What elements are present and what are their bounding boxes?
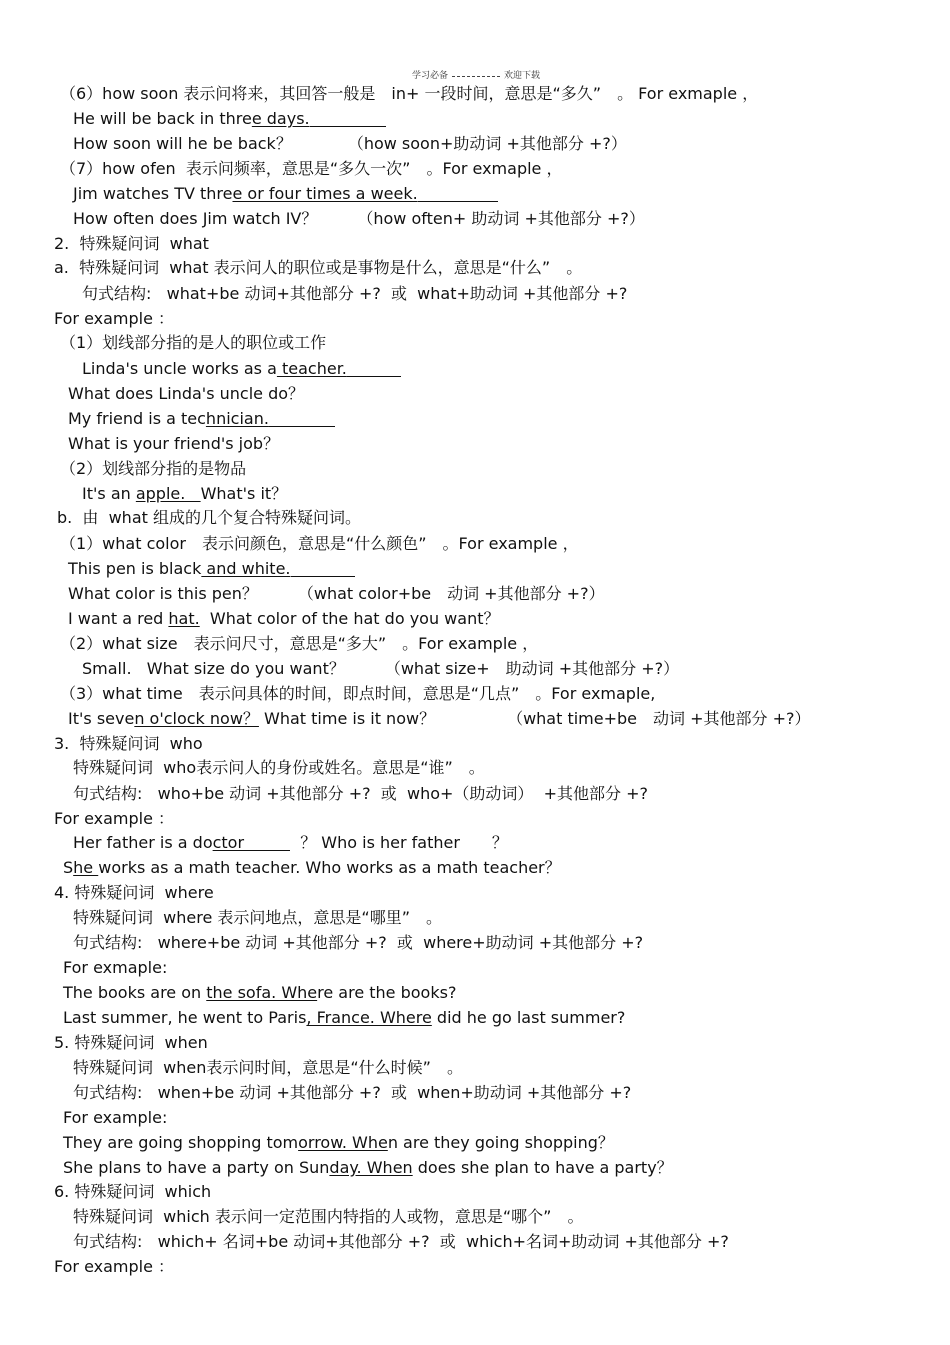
text-line (54, 1033, 208, 1053)
text-segment: My friend is a tec (68, 409, 206, 428)
text-line (73, 1207, 583, 1227)
text-line (63, 983, 456, 1003)
text-segment: n are they going shopping？ (387, 1133, 614, 1152)
text-segment: does she plan to have a party？ (412, 1158, 673, 1177)
text-line (60, 634, 538, 654)
text-line (73, 1083, 631, 1103)
text-segment: 句式结构: who+be 动词 +其他部分 +? 或 who+（助动词） +其他部分 +? (73, 784, 648, 803)
blank-underline (347, 375, 401, 377)
text-segment: 特殊疑问词 who表示问人的身份或姓名。意思是“谁” 。 (73, 758, 485, 777)
text-line (63, 1158, 673, 1178)
text-line (73, 908, 442, 928)
underlined-text: teacher. (276, 359, 347, 378)
underlined-text: and white. (201, 559, 291, 578)
blank-underline (310, 125, 386, 127)
text-segment: For example ： (54, 809, 175, 828)
text-line (54, 809, 174, 829)
text-segment: For example: (63, 1108, 168, 1127)
text-line (82, 484, 287, 504)
text-line (54, 309, 174, 329)
text-line (73, 1058, 463, 1078)
text-line (68, 609, 499, 629)
page-header (412, 68, 540, 81)
text-segment: How often does Jim watch IV？ （how often+ 助动词 +其他部分 +?） (73, 209, 645, 228)
text-segment: a. 特殊疑问词 what 表示问人的职位或是事物是什么，意思是“什么” 。 (54, 258, 583, 277)
text-line (73, 1232, 729, 1252)
text-segment: works as a math teacher. Who works as a math teacher？ (98, 858, 561, 877)
text-line (73, 134, 627, 154)
text-segment: What's it？ (200, 484, 288, 503)
text-line (63, 958, 167, 978)
text-segment: Her father is a do (73, 833, 213, 852)
text-line (63, 1133, 614, 1153)
text-segment: What is your friend's job？ (68, 434, 280, 453)
text-line (73, 209, 645, 229)
text-line (63, 1008, 625, 1028)
header-divider (452, 76, 500, 77)
text-segment: 5. 特殊疑问词 when (54, 1033, 208, 1052)
text-line (54, 234, 209, 254)
text-segment: （3）what time 表示问具体的时间，即点时间，意思是“几点” 。For exmaple, (60, 684, 656, 703)
text-segment: 特殊疑问词 which 表示问一定范围内特指的人或物，意思是“哪个” 。 (73, 1207, 584, 1226)
underlined-text: e days. (251, 109, 310, 128)
text-segment: re are the books? (317, 983, 457, 1002)
text-segment: （2）what size 表示问尺寸，意思是“多大” 。For example ， (60, 634, 539, 653)
text-segment: What time is it now？ （what time+be 动词 +其他部分 +?） (258, 709, 811, 728)
text-line (60, 333, 326, 353)
text-line (68, 584, 605, 604)
underlined-text: hat. (168, 609, 200, 628)
text-segment: How soon will he be back？ （how soon+助动词 +其他部分 +?） (73, 134, 627, 153)
text-line (82, 284, 627, 304)
text-line (68, 709, 811, 729)
text-segment: What color of the hat do you want？ (199, 609, 500, 628)
text-segment: The books are on (63, 983, 207, 1002)
text-segment: S (63, 858, 74, 877)
text-line (60, 459, 246, 479)
text-line (73, 109, 386, 129)
text-segment: Jim watches TV thre (73, 184, 233, 203)
blank-underline (291, 575, 355, 577)
text-segment: 2. 特殊疑问词 what (54, 234, 209, 253)
text-segment: It's seve (68, 709, 135, 728)
header-left: 学习必备 (412, 71, 449, 81)
text-segment: What does Linda's uncle do？ (68, 384, 305, 403)
text-line (82, 659, 679, 679)
text-segment: 句式结构: what+be 动词+其他部分 +? 或 what+助动词 +其他部分 +? (82, 284, 628, 303)
text-segment: What color is this pen？ （what color+be 动词 +其他部分 +?） (68, 584, 605, 603)
text-segment: 特殊疑问词 when表示问时间，意思是“什么时候” 。 (73, 1058, 463, 1077)
text-line (68, 434, 279, 454)
text-line (57, 508, 361, 528)
text-segment: 句式结构: where+be 动词 +其他部分 +? 或 where+助动词 +其他部分 +? (73, 933, 644, 952)
text-segment: 句式结构: which+ 名词+be 动词+其他部分 +? 或 which+名词+助动词 +其他部分 +? (73, 1232, 729, 1251)
text-segment: This pen is black (68, 559, 202, 578)
text-segment: Linda's uncle works as a (82, 359, 277, 378)
text-line (54, 883, 214, 903)
text-line (54, 1182, 211, 1202)
text-segment: （1）what color 表示问颜色，意思是“什么颜色” 。For example ， (60, 534, 579, 553)
text-segment: 特殊疑问词 where 表示问地点，意思是“哪里” 。 (73, 908, 442, 927)
text-segment: （1）划线部分指的是人的职位或工作 (60, 333, 327, 352)
text-segment: （2）划线部分指的是物品 (60, 459, 247, 478)
text-segment: She plans to have a party on Sun (63, 1158, 330, 1177)
underlined-text: e or four times a week. (232, 184, 418, 203)
underlined-text: , France. Where (306, 1008, 432, 1027)
underlined-text: n o'clock now？ (134, 709, 259, 728)
text-segment: 句式结构: when+be 动词 +其他部分 +? 或 when+助动词 +其他部分 +? (73, 1083, 632, 1102)
text-segment: I want a red (68, 609, 169, 628)
text-line (63, 858, 561, 878)
text-segment: For example ： (54, 1257, 175, 1276)
text-line (68, 559, 355, 579)
text-segment: did he go last summer? (431, 1008, 626, 1027)
text-segment: 3. 特殊疑问词 who (54, 734, 203, 753)
text-segment: They are going shopping tom (63, 1133, 299, 1152)
underlined-text: the sofa. Whe (206, 983, 318, 1002)
text-line (73, 784, 648, 804)
text-segment: He will be back in thre (73, 109, 252, 128)
text-segment: （7）how ofen 表示问频率，意思是“多久一次” 。For exmaple ， (60, 159, 563, 178)
blank-underline (269, 425, 335, 427)
text-line (60, 84, 758, 104)
header-right: 欢迎下载 (504, 71, 541, 81)
text-segment: For exmaple: (63, 958, 168, 977)
underlined-text: ctor (212, 833, 245, 852)
underlined-text: day. When (329, 1158, 413, 1177)
text-line (54, 258, 582, 278)
text-segment: Small. What size do you want？ （what size+ 助动词 +其他部分 +?） (82, 659, 680, 678)
text-line (82, 359, 401, 379)
text-segment: 4. 特殊疑问词 where (54, 883, 214, 902)
blank-underline (244, 849, 290, 851)
text-segment: For example ： (54, 309, 175, 328)
text-segment: 6. 特殊疑问词 which (54, 1182, 212, 1201)
text-line (73, 184, 498, 204)
text-line (73, 833, 508, 853)
text-line (54, 1257, 174, 1277)
text-segment: It's an (82, 484, 136, 503)
underlined-text: he (73, 858, 99, 877)
text-line (73, 933, 643, 953)
underlined-text: hnician. (205, 409, 269, 428)
underlined-text: orrow. Whe (298, 1133, 388, 1152)
text-line (60, 534, 579, 554)
text-line (73, 758, 485, 778)
underlined-text: apple. (135, 484, 201, 503)
text-segment: b. 由 what 组成的几个复合特殊疑问词。 (57, 508, 361, 527)
text-segment: Last summer, he went to Paris (63, 1008, 307, 1027)
text-line (54, 734, 203, 754)
text-line (68, 384, 304, 404)
text-line (68, 409, 335, 429)
text-line (60, 159, 562, 179)
text-line (63, 1108, 167, 1128)
text-segment: ？ Who is her father ？ (290, 833, 508, 852)
text-segment: （6）how soon 表示问将来，其回答一般是 in+ 一段时间，意思是“多久” 。 For exmaple ， (60, 84, 759, 103)
blank-underline (418, 200, 498, 202)
text-line (60, 684, 655, 704)
